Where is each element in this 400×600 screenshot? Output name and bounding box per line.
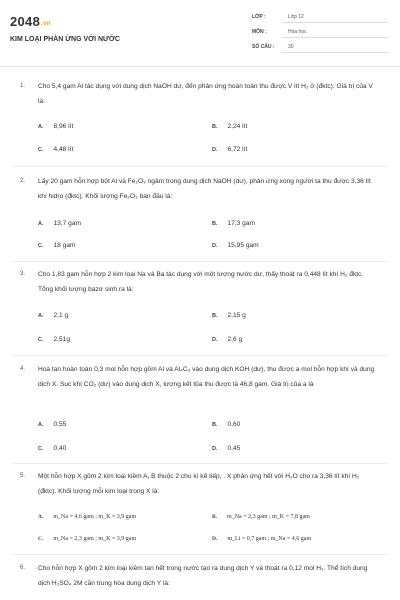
- option-letter: C.: [38, 446, 44, 452]
- option-text: 2,24 lít: [227, 123, 248, 130]
- option-a[interactable]: [38, 312, 68, 319]
- option-a[interactable]: [38, 123, 73, 130]
- question-text: Một hỗn hợp X gồm 2 kim loại kiềm A, B thuộc 2 chu kì kế tiếp, . X phản ứng hết với H₂O cho ra 3,36 lít khí H₂ (đktc). Khối lượng mỗi kim loại trong X là:: [38, 473, 360, 495]
- option-letter: D.: [212, 446, 218, 452]
- meta-underline: [282, 37, 388, 38]
- header-divider: [0, 66, 400, 67]
- meta-underline: [282, 22, 388, 23]
- option-text: 4,48 lít: [53, 146, 74, 153]
- option-letter: B.: [212, 124, 218, 130]
- logo-suffix: .vn: [41, 21, 51, 27]
- worksheet-header: [0, 0, 400, 72]
- option-text: 2,1 g: [53, 312, 69, 319]
- option-letter: D.: [212, 337, 218, 343]
- option-a[interactable]: [38, 220, 81, 227]
- meta-label: MÔN :: [252, 29, 267, 35]
- option-d[interactable]: [212, 536, 311, 542]
- option-c[interactable]: [38, 336, 70, 343]
- option-letter: A.: [38, 221, 44, 227]
- meta-underline: [282, 52, 388, 53]
- question-number: 2.: [20, 178, 26, 184]
- question-text: Cho 5,4 gam Al tác dụng với dung dịch NaOH dư, đến phản ứng hoàn toàn thu được V lít H₂ ở (đktc). Giá trị của V là:: [38, 83, 373, 105]
- option-text: m_Na = 4,6 gam ; m_K = 3,9 gam: [53, 514, 137, 520]
- option-letter: C.: [38, 536, 44, 542]
- option-text: 0,40: [53, 445, 67, 452]
- option-a[interactable]: [38, 421, 66, 428]
- option-text: 8,96 lít: [53, 123, 74, 130]
- question-divider: [12, 166, 388, 167]
- question-number: 3.: [20, 271, 26, 277]
- option-letter: D.: [212, 147, 218, 153]
- option-text: 17,3 gam: [227, 220, 255, 227]
- option-text: 0,60: [227, 421, 241, 428]
- meta-label: SỐ CÂU :: [252, 44, 275, 50]
- question-text: Cho hỗn hợp X gồm 2 kim loại kiềm tan hết trong nước tạo ra dung dịch Y và thoát ra 0,12 mol H₂. Thể tích dung dịch H₂SO₄ 2M cần trung hòa dung dịch Y là:: [38, 565, 368, 587]
- option-text: 0,45: [227, 445, 241, 452]
- option-b[interactable]: [212, 123, 247, 130]
- question-number: 5.: [20, 473, 26, 479]
- option-text: 15,95 gam: [227, 242, 259, 249]
- meta-value: Lớp 12: [288, 14, 304, 20]
- option-c[interactable]: [38, 146, 73, 153]
- option-a[interactable]: [38, 514, 136, 520]
- meta-value: Hóa học: [288, 29, 307, 35]
- option-b[interactable]: [212, 220, 255, 227]
- logo-main: 2048: [10, 14, 41, 29]
- option-text: 13,7 gam: [53, 220, 81, 227]
- option-letter: B.: [212, 221, 218, 227]
- option-letter: C.: [38, 337, 44, 343]
- option-text: 6,72 lít: [227, 146, 248, 153]
- question-divider: [12, 554, 388, 555]
- option-letter: B.: [212, 422, 218, 428]
- question-number: 4.: [20, 366, 26, 372]
- option-letter: A.: [38, 514, 44, 520]
- option-d[interactable]: [212, 445, 240, 452]
- option-text: 2,51g: [53, 336, 71, 343]
- option-text: m_Li = 0,7 gam ; m_Na = 4,6 gam: [227, 536, 312, 542]
- question-divider: [12, 355, 388, 356]
- meta-label: LỚP :: [252, 14, 266, 20]
- option-d[interactable]: [212, 336, 242, 343]
- option-b[interactable]: [212, 421, 240, 428]
- option-text: 0,55: [53, 421, 67, 428]
- option-text: m_Na = 2,3 gam ; m_K = 3,9 gam: [53, 536, 137, 542]
- question-number: 6.: [20, 565, 26, 571]
- option-letter: B.: [212, 514, 218, 520]
- option-letter: C.: [38, 243, 44, 249]
- option-letter: D.: [212, 536, 218, 542]
- question-divider: [12, 261, 388, 262]
- question-text: Cho 1,83 gam hỗn hợp 2 kim loại Na và Ba tác dụng với một lượng nước dư, thấy thoát ra 0,448 lít khí H₂ đktc. Tổng khối lượng bazơ sinh ra là:: [38, 271, 364, 293]
- option-text: m_Na = 2,3 gam ; m_K = 7,8 gam: [227, 514, 310, 520]
- option-text: 18 gam: [53, 242, 76, 249]
- option-letter: D.: [212, 243, 218, 249]
- option-c[interactable]: [38, 536, 136, 542]
- site-logo[interactable]: [10, 14, 51, 29]
- option-letter: A.: [38, 313, 44, 319]
- option-letter: A.: [38, 422, 44, 428]
- option-c[interactable]: [38, 242, 76, 249]
- option-b[interactable]: [212, 312, 246, 319]
- question-text: Lấy 20 gam hỗn hợp bột Al và Fe₂O₃ ngâm trong dung dịch NaOH (dư), phản ứng xong người ta thu được 3,36 lít khí hidro (đktc). Khối lượng Fe₂O₃ ban đầu là:: [38, 178, 371, 200]
- option-text: 2,15 g: [227, 312, 246, 319]
- option-b[interactable]: [212, 514, 310, 520]
- option-letter: C.: [38, 147, 44, 153]
- option-d[interactable]: [212, 242, 259, 249]
- option-d[interactable]: [212, 146, 247, 153]
- option-letter: A.: [38, 124, 44, 130]
- option-text: 2,6 g: [227, 336, 243, 343]
- option-letter: B.: [212, 313, 218, 319]
- meta-value: 30: [288, 44, 294, 50]
- worksheet-title: KIM LOẠI PHẢN ỨNG VỚI NƯỚC: [10, 36, 120, 43]
- question-divider: [12, 463, 388, 464]
- question-number: 1.: [20, 83, 26, 89]
- question-text: Hoà tan hoàn toàn 0,3 mol hỗn hợp gồm Al và Al₄C₃ vào dung dịch KOH (dư), thu được a mol hỗn hợp khí và dung dịch X. Sục khí CO₂ (dư) vào dung dịch X, lượng kết tủa thu được là 46,8 gam. Giá trị của a là: [38, 366, 375, 388]
- option-c[interactable]: [38, 445, 66, 452]
